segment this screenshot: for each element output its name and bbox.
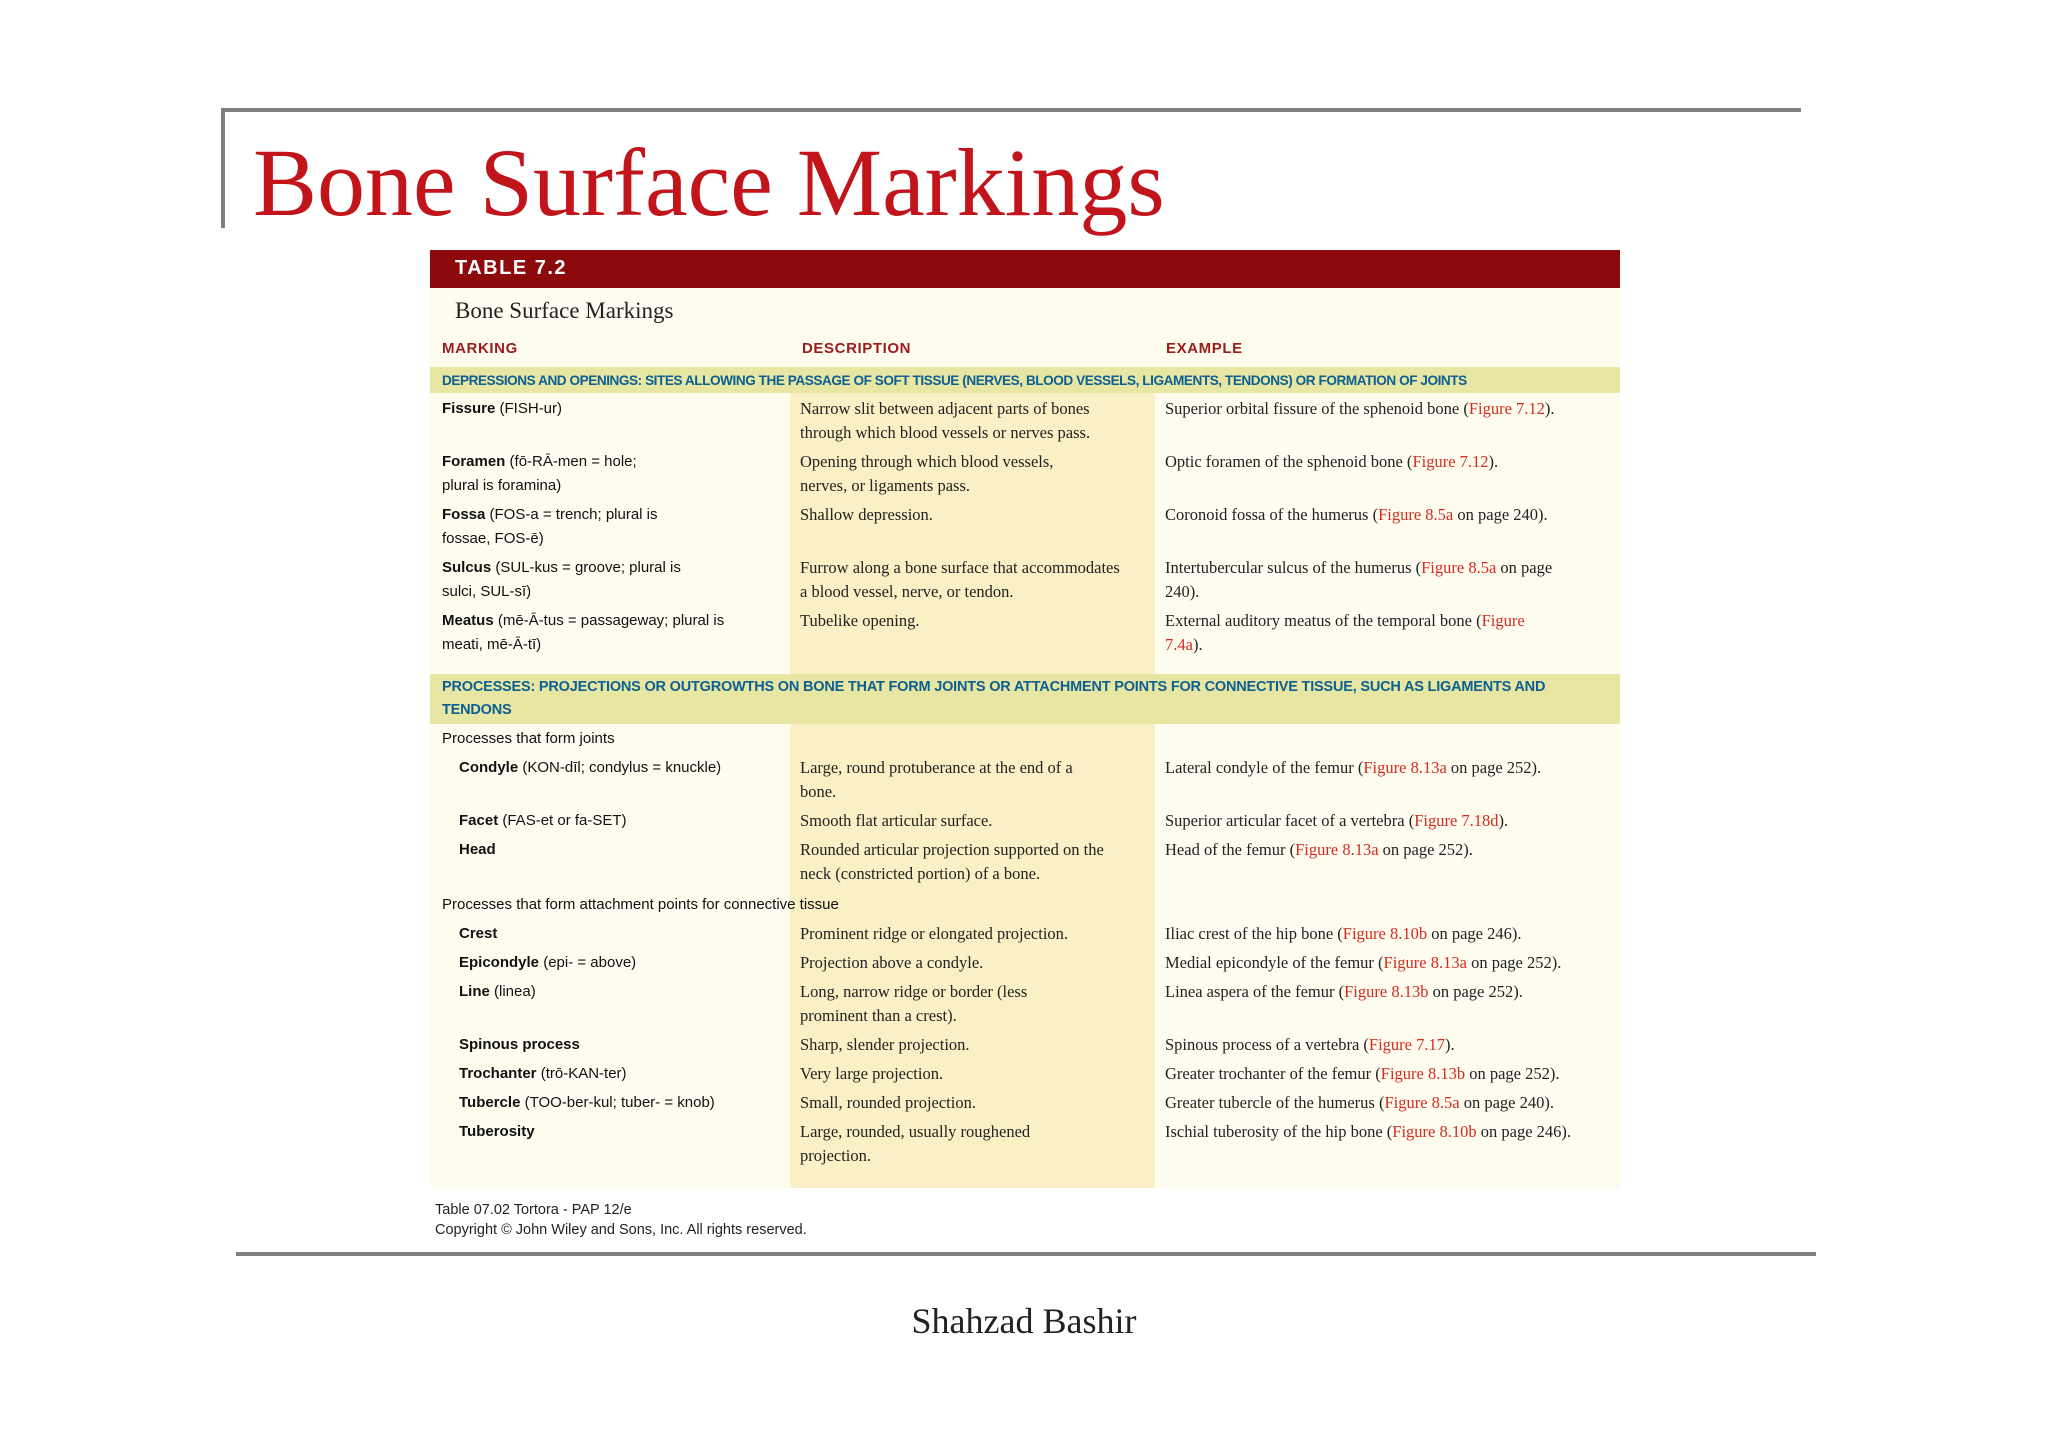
table-row	[430, 1091, 1620, 1120]
example-cell: Optic foramen of the sphenoid bone (Figure 7.12).	[1165, 452, 1499, 471]
column-header-example: EXAMPLE	[1166, 340, 1243, 357]
example-cell: Linea aspera of the femur (Figure 8.13b on page 252).	[1165, 982, 1523, 1001]
marking-cell: Fossa (FOS-a = trench; plural is fossae, FOS-ē)	[442, 506, 658, 547]
example-cell: Intertubercular sulcus of the humerus (Figure 8.5a on page 240).	[1165, 558, 1553, 601]
rows-processes-joints	[430, 756, 1620, 891]
example-cell: Greater tubercle of the humerus (Figure 8.5a on page 240).	[1165, 1093, 1555, 1112]
column-header-marking: MARKING	[442, 340, 518, 357]
example-cell: Head of the femur (Figure 8.13a on page 252).	[1165, 840, 1473, 859]
table-7-2	[430, 250, 1620, 1188]
marking-cell: Condyle (KON-dīl; condylus = knuckle)	[459, 759, 722, 776]
description-cell: Tubelike opening.	[800, 611, 920, 630]
caption-copyright: Copyright © John Wiley and Sons, Inc. All rights reserved.	[435, 1222, 807, 1238]
bottom-rule	[236, 1252, 1816, 1256]
table-row	[430, 397, 1620, 450]
table-label: TABLE 7.2	[455, 257, 568, 279]
marking-cell: Head	[459, 841, 496, 858]
marking-cell: Spinous process	[459, 1036, 580, 1053]
description-cell: Prominent ridge or elongated projection.	[800, 924, 1069, 943]
section-bar-processes	[430, 674, 1620, 724]
description-cell: Opening through which blood vessels, nerves, or ligaments pass.	[800, 452, 1054, 495]
table-subtitle: Bone Surface Markings	[455, 298, 674, 323]
description-cell: Shallow depression.	[800, 505, 933, 524]
example-cell: Greater trochanter of the femur (Figure 8.13b on page 252).	[1165, 1064, 1560, 1083]
table-row	[430, 951, 1620, 980]
example-cell: Iliac crest of the hip bone (Figure 8.10b on page 246).	[1165, 924, 1522, 943]
example-cell: Superior articular facet of a vertebra (Figure 7.18d).	[1165, 811, 1509, 830]
top-rule	[221, 108, 1801, 112]
table-row	[430, 450, 1620, 503]
author-name: Shahzad Bashir	[911, 1301, 1137, 1341]
description-cell: Smooth flat articular surface.	[800, 811, 993, 830]
description-cell: Rounded articular projection supported on the neck (constricted portion) of a bone.	[800, 840, 1104, 883]
table-row	[430, 609, 1620, 662]
marking-cell: Line (linea)	[459, 983, 536, 1000]
description-cell: Sharp, slender projection.	[800, 1035, 970, 1054]
rows-processes-attachment	[430, 922, 1620, 1173]
example-cell: Superior orbital fissure of the sphenoid bone (Figure 7.12).	[1165, 399, 1555, 418]
marking-cell: Crest	[459, 925, 498, 942]
table-row	[430, 838, 1620, 891]
section-label: PROCESSES: PROJECTIONS OR OUTGROWTHS ON BONE THAT FORM JOINTS OR ATTACHMENT POINTS FOR CONNECTIVE TISSUE, SUCH AS LIGAMENTS AND TENDONS	[442, 679, 1546, 718]
description-cell: Long, narrow ridge or border (less prominent than a crest).	[800, 982, 1028, 1025]
description-cell: Projection above a condyle.	[800, 953, 984, 972]
caption-source: Table 07.02 Tortora - PAP 12/e	[435, 1202, 632, 1218]
table-caption	[435, 1200, 807, 1240]
marking-cell: Tubercle (TOO-ber-kul; tuber- = knob)	[459, 1094, 715, 1111]
example-cell: Ischial tuberosity of the hip bone (Figure 8.10b on page 246).	[1165, 1122, 1572, 1141]
table-row	[430, 503, 1620, 556]
table-row	[430, 1033, 1620, 1062]
table-row	[430, 809, 1620, 838]
description-cell: Narrow slit between adjacent parts of bones through which blood vessels or nerves pass.	[800, 399, 1091, 442]
subhead-attachment: Processes that form attachment points for connective tissue	[442, 896, 839, 913]
marking-cell: Fissure (FISH-ur)	[442, 400, 563, 417]
section-label: DEPRESSIONS AND OPENINGS: SITES ALLOWING THE PASSAGE OF SOFT TISSUE (NERVES, BLOOD VESSELS, LIGAMENTS, TENDONS) OR FORMATION OF JOINTS	[442, 373, 1467, 388]
description-cell: Very large projection.	[800, 1064, 944, 1083]
example-cell: Coronoid fossa of the humerus (Figure 8.5a on page 240).	[1165, 505, 1548, 524]
description-cell: Large, rounded, usually roughened projection.	[800, 1122, 1031, 1165]
rows-depressions	[430, 397, 1620, 662]
table-row	[430, 1120, 1620, 1173]
description-cell: Small, rounded projection.	[800, 1093, 976, 1112]
table-row	[430, 980, 1620, 1033]
marking-cell: Trochanter (trō-KAN-ter)	[459, 1065, 627, 1082]
subhead-joints: Processes that form joints	[442, 730, 615, 747]
marking-cell: Facet (FAS-et or fa-SET)	[459, 812, 627, 829]
table-row	[430, 756, 1620, 809]
table-row	[430, 922, 1620, 951]
table-row	[430, 556, 1620, 609]
marking-cell: Foramen (fō-RĀ-men = hole; plural is foramina)	[442, 453, 637, 494]
section-bar-depressions	[430, 367, 1620, 393]
marking-cell: Meatus (mē-Ā-tus = passageway; plural is meati, mē-Ā-tī)	[442, 612, 725, 653]
example-cell: Medial epicondyle of the femur (Figure 8.13a on page 252).	[1165, 953, 1562, 972]
table-header-bar	[430, 250, 1620, 288]
slide-title: Bone Surface Markings	[253, 129, 1165, 236]
column-header-description: DESCRIPTION	[802, 340, 912, 357]
table-row	[430, 1062, 1620, 1091]
description-cell: Large, round protuberance at the end of a bone.	[800, 758, 1073, 801]
marking-cell: Sulcus (SUL-kus = groove; plural is sulci, SUL-sī)	[442, 559, 681, 600]
example-cell: External auditory meatus of the temporal bone (Figure 7.4a).	[1165, 611, 1525, 654]
example-cell: Spinous process of a vertebra (Figure 7.17).	[1165, 1035, 1455, 1054]
example-cell: Lateral condyle of the femur (Figure 8.13a on page 252).	[1165, 758, 1542, 777]
description-cell: Furrow along a bone surface that accommodates a blood vessel, nerve, or tendon.	[800, 558, 1120, 601]
marking-cell: Tuberosity	[459, 1123, 535, 1140]
left-rule	[221, 108, 225, 228]
marking-cell: Epicondyle (epi- = above)	[459, 954, 637, 971]
